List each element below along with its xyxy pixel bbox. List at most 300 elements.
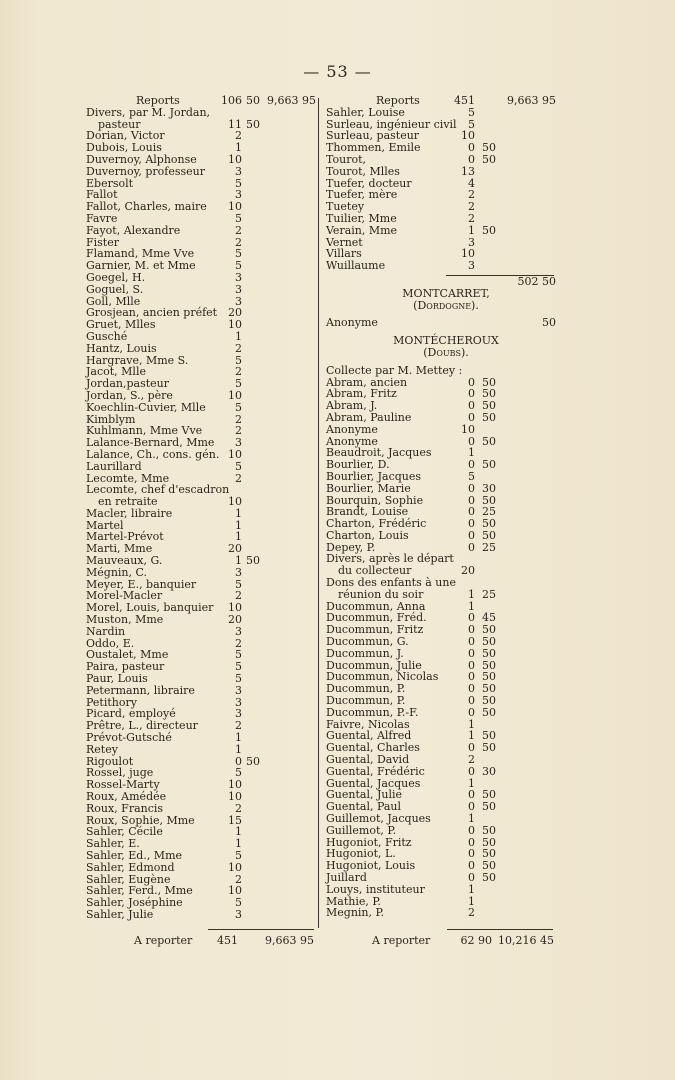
right-footer-amount: 62 90 bbox=[460, 934, 492, 947]
left-entry-amount: 10 bbox=[228, 860, 242, 874]
montecheroux-entry-name: Guental, Frédéric bbox=[326, 764, 425, 778]
left-entry-amount: 10 bbox=[228, 790, 242, 804]
right-entry-name: Thommen, Emile bbox=[326, 141, 421, 155]
left-entry-cents: 50 bbox=[246, 117, 260, 131]
montecheroux-entry-name: réunion du soir bbox=[338, 587, 424, 601]
montecheroux-entry bbox=[326, 530, 566, 542]
montecheroux-title: MONTÉCHEROUX bbox=[393, 334, 499, 348]
montecheroux-entry-cents: 50 bbox=[482, 835, 496, 849]
left-entry-name: Lecomte, chef d'escadron bbox=[86, 483, 230, 497]
left-entry bbox=[86, 201, 322, 213]
right-entry-name: Villars bbox=[326, 247, 362, 261]
montecheroux-entry-name: Hugoniot, Fritz bbox=[326, 835, 412, 849]
left-entry-name: Muston, Mme bbox=[86, 613, 164, 627]
montecheroux-entry-cents: 25 bbox=[482, 505, 496, 519]
left-entry-amount: 3 bbox=[235, 270, 242, 284]
montecheroux-entry-name: Ducommun, P. bbox=[326, 682, 406, 696]
left-entry-amount: 3 bbox=[235, 695, 242, 709]
left-entry-name: Roux, Amédée bbox=[86, 790, 167, 804]
montecheroux-entry-name: Anonyme bbox=[326, 422, 378, 436]
left-entry-total: 9,663 95 bbox=[267, 94, 316, 107]
left-entry-name: Paur, Louis bbox=[86, 672, 148, 686]
montecheroux-entry-amount: 0 bbox=[468, 835, 475, 849]
left-entry-name: Garnier, M. et Mme bbox=[86, 259, 196, 273]
montecheroux-entry-cents: 25 bbox=[482, 587, 496, 601]
left-entry-name: Prévot-Gutsché bbox=[86, 731, 172, 745]
left-entry-name: Sahler, Cécile bbox=[86, 825, 163, 839]
left-entry bbox=[86, 461, 322, 473]
montecheroux-entry bbox=[326, 424, 566, 436]
montecheroux-entry-name: Divers, après le départ bbox=[326, 552, 454, 566]
montecheroux-entry-amount: 5 bbox=[468, 469, 475, 483]
right-footer-label: A reporter bbox=[372, 934, 431, 947]
montecheroux-entry-amount: 0 bbox=[468, 764, 475, 778]
right-entry-name: Tuilier, Mme bbox=[326, 211, 397, 225]
montecheroux-entry-amount: 1 bbox=[468, 894, 475, 908]
right-entry-amount: 13 bbox=[461, 164, 475, 178]
left-entry-amount: 2 bbox=[235, 872, 242, 886]
montecheroux-entry-amount: 0 bbox=[468, 682, 475, 696]
right-entry-name: Surleau, pasteur bbox=[326, 129, 420, 143]
left-entry bbox=[86, 213, 322, 225]
left-entry-name: Roux, Francis bbox=[86, 801, 164, 815]
left-entry bbox=[86, 732, 322, 744]
left-entry-amount: 2 bbox=[235, 471, 242, 485]
left-entry-amount: 5 bbox=[235, 259, 242, 273]
montecheroux-entry-amount: 0 bbox=[468, 458, 475, 472]
right-entry-name: Surleau, ingénieur civil bbox=[326, 117, 457, 131]
left-entry-name: Petermann, libraire bbox=[86, 683, 195, 697]
left-footer-total: 9,663 95 bbox=[265, 934, 314, 947]
left-entry-amount: 2 bbox=[235, 235, 242, 249]
montecheroux-entry-cents: 50 bbox=[482, 399, 496, 413]
montecheroux-entry-name: Bourlier, Marie bbox=[326, 481, 411, 495]
montecheroux-entry-name: Guental, Alfred bbox=[326, 729, 412, 743]
left-entry-name: Hargrave, Mme S. bbox=[86, 353, 189, 367]
montecheroux-entry bbox=[326, 907, 566, 919]
left-entry-name: Retey bbox=[86, 742, 118, 756]
left-entry-amount: 2 bbox=[235, 719, 242, 733]
left-entry-name: Dubois, Louis bbox=[86, 141, 162, 155]
left-footer-rule bbox=[208, 929, 314, 930]
right-entry-cents: 50 bbox=[482, 223, 496, 237]
right-entry-name: Reports bbox=[376, 94, 420, 107]
montecheroux-entry-name: Guillemot, Jacques bbox=[326, 812, 431, 826]
left-entry bbox=[86, 803, 322, 815]
left-footer-amount: 451 bbox=[217, 934, 238, 947]
left-entry-name: Rossel, juge bbox=[86, 766, 154, 780]
right-entry-amount: 451 bbox=[454, 94, 475, 107]
left-entry-name: Macler, libraire bbox=[86, 506, 173, 520]
right-entry-amount: 2 bbox=[468, 200, 475, 214]
montecheroux-entry-amount: 1 bbox=[468, 717, 475, 731]
left-entry bbox=[86, 744, 322, 756]
montecheroux-entry-amount: 0 bbox=[468, 387, 475, 401]
left-entry-amount: 10 bbox=[228, 200, 242, 214]
left-footer-label: A reporter bbox=[134, 934, 193, 947]
montecheroux-entry-cents: 50 bbox=[482, 741, 496, 755]
left-entry-name: Duvernoy, professeur bbox=[86, 164, 205, 178]
left-entry-amount: 10 bbox=[228, 388, 242, 402]
right-entry-amount: 0 bbox=[468, 152, 475, 166]
montecheroux-entry-name: Guillemot, P. bbox=[326, 823, 397, 837]
montecheroux-entry bbox=[326, 648, 566, 660]
montecheroux-entry-cents: 50 bbox=[482, 871, 496, 884]
montcarret-entry-total: 50 bbox=[542, 316, 556, 330]
left-entry bbox=[86, 909, 322, 921]
montecheroux-entry-amount: 0 bbox=[468, 505, 475, 519]
left-entry-amount: 20 bbox=[228, 542, 242, 556]
left-entry-amount: 2 bbox=[235, 223, 242, 237]
page-number: — 53 — bbox=[303, 62, 372, 81]
left-entry-amount: 1 bbox=[235, 141, 242, 155]
montecheroux-entry-name: Charton, Louis bbox=[326, 528, 409, 542]
left-entry-name: Nardin bbox=[86, 624, 126, 638]
montecheroux-entry-name: Abram, Pauline bbox=[326, 410, 412, 424]
montecheroux-entry-name: Brandt, Louise bbox=[326, 505, 409, 519]
right-entry bbox=[326, 237, 566, 249]
left-entry-name: Oddo, E. bbox=[86, 636, 135, 650]
left-entry-amount: 10 bbox=[228, 152, 242, 166]
montecheroux-entry-cents: 50 bbox=[482, 493, 496, 507]
montecheroux-entry-cents: 30 bbox=[482, 764, 496, 778]
left-entry-amount: 2 bbox=[235, 412, 242, 426]
montecheroux-entry-name: Ducommun, P.-F. bbox=[326, 705, 419, 719]
montecheroux-entry-name: Juillard bbox=[326, 871, 367, 884]
left-entry-name: en retraite bbox=[98, 495, 158, 509]
montecheroux-entry-amount: 0 bbox=[468, 528, 475, 542]
left-entry bbox=[86, 862, 322, 874]
montecheroux-entry-name: du collecteur bbox=[338, 564, 412, 578]
left-entry-name: Sahler, Ed., Mme bbox=[86, 849, 183, 862]
left-entry-name: Flamand, Mme Vve bbox=[86, 247, 195, 261]
left-entry-amount: 106 bbox=[221, 94, 242, 107]
left-entry-amount: 1 bbox=[235, 329, 242, 343]
right-entry-name: Verain, Mme bbox=[326, 223, 398, 237]
left-entry-name: Fister bbox=[86, 235, 119, 249]
left-entry-name: Laurillard bbox=[86, 459, 142, 473]
montecheroux-entry-amount: 0 bbox=[468, 540, 475, 554]
left-entry-name: Ebersolt bbox=[86, 176, 134, 190]
left-entry-name: Mauveaux, G. bbox=[86, 554, 163, 568]
left-entry-amount: 15 bbox=[228, 813, 242, 827]
left-entry-amount: 20 bbox=[228, 306, 242, 320]
montecheroux-entry bbox=[326, 365, 566, 377]
left-entry-amount: 5 bbox=[235, 247, 242, 261]
left-entry-amount: 2 bbox=[235, 801, 242, 815]
montcarret-entry-name: Anonyme bbox=[326, 316, 378, 330]
left-entry-name: Kimblym bbox=[86, 412, 136, 426]
left-column bbox=[86, 95, 322, 921]
right-entry bbox=[326, 166, 566, 178]
montecheroux-region: (Doubs). bbox=[423, 345, 469, 359]
montecheroux-entry-amount: 0 bbox=[468, 670, 475, 684]
left-entry bbox=[86, 685, 322, 697]
montecheroux-entry-amount: 1 bbox=[468, 882, 475, 896]
left-entry-name: Rossel-Marty bbox=[86, 778, 160, 792]
montecheroux-entry-name: Guental, Paul bbox=[326, 800, 402, 814]
montecheroux-entry-amount: 0 bbox=[468, 800, 475, 814]
left-entry-name: Lalance-Bernard, Mme bbox=[86, 436, 215, 450]
left-entry-amount: 5 bbox=[235, 672, 242, 686]
montecheroux-entry bbox=[326, 589, 566, 601]
left-entry-amount: 3 bbox=[235, 164, 242, 178]
montecheroux-entry bbox=[326, 483, 566, 495]
montecheroux-entry bbox=[326, 825, 566, 837]
left-entry-amount: 10 bbox=[228, 447, 242, 461]
left-entry-name: Fallot bbox=[86, 188, 118, 202]
left-entry-amount: 2 bbox=[235, 589, 242, 603]
montecheroux-entry-cents: 50 bbox=[482, 670, 496, 684]
left-entry-name: Duvernoy, Alphonse bbox=[86, 152, 197, 166]
right-entry-name: Tuetey bbox=[326, 200, 365, 214]
left-entry-name: Divers, par M. Jordan, bbox=[86, 105, 211, 119]
left-entry-name: Grosjean, ancien préfet bbox=[86, 306, 218, 320]
montecheroux-entry-amount: 1 bbox=[468, 587, 475, 601]
left-entry-name: Sahler, Edmond bbox=[86, 860, 175, 874]
montecheroux-entry-amount: 0 bbox=[468, 481, 475, 495]
left-entry bbox=[86, 225, 322, 237]
montecheroux-entry bbox=[326, 884, 566, 896]
montecheroux-entry-name: Beaudroit, Jacques bbox=[326, 446, 432, 460]
left-entry-amount: 3 bbox=[235, 624, 242, 638]
left-entry-amount: 5 bbox=[235, 459, 242, 473]
left-entry-amount: 5 bbox=[235, 648, 242, 662]
left-entry-name: Jacot, Mlle bbox=[86, 365, 146, 379]
left-entry-amount: 3 bbox=[235, 683, 242, 697]
montecheroux-entry-cents: 30 bbox=[482, 481, 496, 495]
left-entry-name: Koechlin-Cuvier, Mlle bbox=[86, 400, 206, 414]
left-entry-name: Rigoulot bbox=[86, 754, 134, 768]
right-entry-name: Tourot, Mlles bbox=[326, 164, 400, 178]
left-entry bbox=[86, 272, 322, 284]
right-entry bbox=[326, 154, 566, 166]
montecheroux-entry-name: Ducommun, G. bbox=[326, 635, 409, 649]
montecheroux-entry-amount: 0 bbox=[468, 847, 475, 861]
montecheroux-entry-cents: 50 bbox=[482, 410, 496, 424]
left-entry-amount: 1 bbox=[235, 518, 242, 532]
right-entry-name: Vernet bbox=[326, 235, 363, 249]
montecheroux-entry-cents: 50 bbox=[482, 387, 496, 401]
left-entry-name: Sahler, Ferd., Mme bbox=[86, 884, 193, 898]
left-entry-name: Goguel, S. bbox=[86, 282, 144, 296]
montecheroux-entry-name: Ducommun, Fréd. bbox=[326, 611, 427, 625]
left-entry-name: Roux, Sophie, Mme bbox=[86, 813, 195, 827]
montcarret-heading bbox=[326, 288, 566, 300]
montecheroux-entry-amount: 1 bbox=[468, 446, 475, 460]
montecheroux-entry-name: Ducommun, Nicolas bbox=[326, 670, 439, 684]
left-entry-amount: 1 bbox=[235, 554, 242, 568]
right-entry-amount: 2 bbox=[468, 188, 475, 202]
montecheroux-entry-cents: 50 bbox=[482, 729, 496, 743]
montecheroux-entry-name: Hugoniot, Louis bbox=[326, 859, 416, 873]
left-entry-amount: 10 bbox=[228, 318, 242, 332]
right-entry-amount: 0 bbox=[468, 141, 475, 155]
left-entry-amount: 5 bbox=[235, 896, 242, 910]
montcarret-subheading bbox=[326, 300, 566, 312]
left-entry bbox=[86, 567, 322, 579]
montecheroux-entry-name: Guental, Julie bbox=[326, 788, 402, 802]
left-entry-name: Petithory bbox=[86, 695, 137, 709]
left-entry-amount: 1 bbox=[235, 742, 242, 756]
right-entry-amount: 10 bbox=[461, 247, 475, 261]
left-entry-amount: 5 bbox=[235, 849, 242, 862]
montecheroux-entry-cents: 50 bbox=[482, 823, 496, 837]
left-entry-name: Sahler, Eugène bbox=[86, 872, 171, 886]
left-entry-name: Hantz, Louis bbox=[86, 341, 157, 355]
montecheroux-entry-name: Bourlier, Jacques bbox=[326, 469, 422, 483]
left-entry-amount: 5 bbox=[235, 377, 242, 391]
left-entry-name: Paira, pasteur bbox=[86, 660, 165, 674]
left-entry-name: Fallot, Charles, maire bbox=[86, 200, 207, 214]
left-entry-name: pasteur bbox=[98, 117, 141, 131]
subtotal-value: 502 50 bbox=[517, 274, 556, 288]
column-divider bbox=[318, 98, 319, 928]
montecheroux-entry-amount: 0 bbox=[468, 788, 475, 802]
montecheroux-entry-name: Collecte par M. Mettey : bbox=[326, 363, 463, 377]
montecheroux-entry-amount: 1 bbox=[468, 812, 475, 826]
left-entry-name: Sahler, Julie bbox=[86, 907, 154, 921]
left-entry-name: Martel-Prévot bbox=[86, 530, 164, 544]
montecheroux-entry-amount: 0 bbox=[468, 694, 475, 708]
montecheroux-entry-cents: 50 bbox=[482, 788, 496, 802]
left-entry-name: Picard, employé bbox=[86, 707, 176, 721]
montecheroux-entry-name: Megnin, P. bbox=[326, 906, 385, 920]
montecheroux-entry bbox=[326, 471, 566, 483]
montecheroux-entry-amount: 2 bbox=[468, 753, 475, 767]
left-entry-name: Kuhlmann, Mme Vve bbox=[86, 424, 203, 438]
left-entry-amount: 3 bbox=[235, 707, 242, 721]
montecheroux-subheading bbox=[326, 347, 566, 359]
left-entry-name: Martel bbox=[86, 518, 124, 532]
left-entry-amount: 5 bbox=[235, 176, 242, 190]
left-entry-name: Reports bbox=[136, 94, 180, 107]
left-entry bbox=[86, 284, 322, 296]
montecheroux-entry-name: Hugoniot, L. bbox=[326, 847, 396, 861]
left-entry-amount: 3 bbox=[235, 907, 242, 921]
montcarret-entry bbox=[326, 317, 566, 329]
left-entry bbox=[86, 343, 322, 355]
left-entry-name: Gruet, Mlles bbox=[86, 318, 156, 332]
montcarret-title: MONTCARRET, bbox=[402, 286, 490, 300]
montecheroux-entry-name: Bourquin, Sophie bbox=[326, 493, 424, 507]
montecheroux-entry-cents: 50 bbox=[482, 658, 496, 672]
left-entry bbox=[86, 626, 322, 638]
subtotal-row bbox=[326, 276, 566, 288]
right-entry-cents: 50 bbox=[482, 152, 496, 166]
montecheroux-entry-amount: 0 bbox=[468, 623, 475, 637]
right-entry-amount: 4 bbox=[468, 176, 475, 190]
montecheroux-entry-amount: 0 bbox=[468, 658, 475, 672]
montecheroux-entry-cents: 50 bbox=[482, 623, 496, 637]
left-entry bbox=[86, 402, 322, 414]
montecheroux-entry-name: Anonyme bbox=[326, 434, 378, 448]
montecheroux-entry-name: Abram, J. bbox=[326, 399, 378, 413]
montecheroux-entry-cents: 50 bbox=[482, 517, 496, 531]
montecheroux-entry-cents: 25 bbox=[482, 540, 496, 554]
left-entry-name: Favre bbox=[86, 211, 118, 225]
left-entry-amount: 3 bbox=[235, 282, 242, 296]
montecheroux-entry-amount: 10 bbox=[461, 422, 475, 436]
left-entry-name: Prêtre, L., directeur bbox=[86, 719, 198, 733]
montecheroux-entry-cents: 50 bbox=[482, 859, 496, 873]
left-entry-amount: 3 bbox=[235, 565, 242, 579]
montecheroux-entry-name: Guental, Charles bbox=[326, 741, 420, 755]
left-entry-amount: 11 bbox=[228, 117, 242, 131]
montecheroux-entry-name: Ducommun, Anna bbox=[326, 599, 426, 613]
left-entry-name: Meyer, E., banquier bbox=[86, 577, 197, 591]
montecheroux-entry-name: Ducommun, Julie bbox=[326, 658, 422, 672]
montecheroux-entry-amount: 0 bbox=[468, 823, 475, 837]
montecheroux-entry-cents: 50 bbox=[482, 635, 496, 649]
montecheroux-entry-amount: 2 bbox=[468, 906, 475, 920]
right-entry-name: Tourot, bbox=[326, 152, 366, 166]
left-entry bbox=[86, 390, 322, 402]
left-entry bbox=[86, 331, 322, 343]
left-entry-name: Morel-Macler bbox=[86, 589, 163, 603]
montecheroux-entry-amount: 0 bbox=[468, 859, 475, 873]
montecheroux-entry-cents: 50 bbox=[482, 458, 496, 472]
montcarret-region: (Dordogne). bbox=[413, 298, 479, 312]
right-entry-amount: 2 bbox=[468, 211, 475, 225]
montecheroux-entry-amount: 0 bbox=[468, 493, 475, 507]
left-entry-amount: 1 bbox=[235, 837, 242, 851]
left-entry bbox=[86, 508, 322, 520]
left-entry-amount: 1 bbox=[235, 731, 242, 745]
montecheroux-entry-amount: 0 bbox=[468, 646, 475, 660]
montecheroux-entry-amount: 0 bbox=[468, 434, 475, 448]
montecheroux-entry-name: Ducommun, P. bbox=[326, 694, 406, 708]
montecheroux-entry-cents: 50 bbox=[482, 694, 496, 708]
right-entry-name: Tuefer, docteur bbox=[326, 176, 412, 190]
montecheroux-entry-name: Guental, David bbox=[326, 753, 410, 767]
left-entry-name: Goll, Mlle bbox=[86, 294, 141, 308]
left-entry-name: Goegel, H. bbox=[86, 270, 146, 284]
montecheroux-entry-amount: 1 bbox=[468, 599, 475, 613]
left-entry-name: Jordan, S., père bbox=[86, 388, 173, 402]
left-entry-amount: 1 bbox=[235, 530, 242, 544]
left-entry-amount: 3 bbox=[235, 188, 242, 202]
montecheroux-entry-amount: 1 bbox=[468, 776, 475, 790]
right-entry-amount: 3 bbox=[468, 235, 475, 249]
left-entry bbox=[86, 154, 322, 166]
left-entry-name: Morel, Louis, banquier bbox=[86, 601, 214, 615]
left-entry-cents: 50 bbox=[246, 754, 260, 768]
right-entry-amount: 3 bbox=[468, 259, 475, 273]
left-entry-amount: 3 bbox=[235, 436, 242, 450]
left-entry bbox=[86, 178, 322, 190]
montecheroux-entry-name: Charton, Frédéric bbox=[326, 517, 427, 531]
montecheroux-entry-name: Bourlier, D. bbox=[326, 458, 390, 472]
right-entry-name: Sahler, Louise bbox=[326, 105, 405, 119]
left-entry-amount: 2 bbox=[235, 341, 242, 355]
montecheroux-entry-cents: 50 bbox=[482, 375, 496, 389]
left-entry-amount: 2 bbox=[235, 365, 242, 379]
montecheroux-entry-name: Ducommun, J. bbox=[326, 646, 404, 660]
left-entry-amount: 5 bbox=[235, 660, 242, 674]
montecheroux-entry bbox=[326, 412, 566, 424]
left-entry-name: Sahler, E. bbox=[86, 837, 140, 851]
montecheroux-entry-name: Guental, Jacques bbox=[326, 776, 421, 790]
montecheroux-entry-cents: 50 bbox=[482, 434, 496, 448]
left-entry-name: Sahler, Joséphine bbox=[86, 896, 183, 910]
right-entry bbox=[326, 260, 566, 272]
left-entry-cents: 50 bbox=[246, 554, 260, 568]
left-entry-amount: 5 bbox=[235, 766, 242, 780]
montecheroux-entry-name: Abram, ancien bbox=[326, 375, 408, 389]
montecheroux-entry-amount: 0 bbox=[468, 399, 475, 413]
left-entry-amount: 10 bbox=[228, 601, 242, 615]
